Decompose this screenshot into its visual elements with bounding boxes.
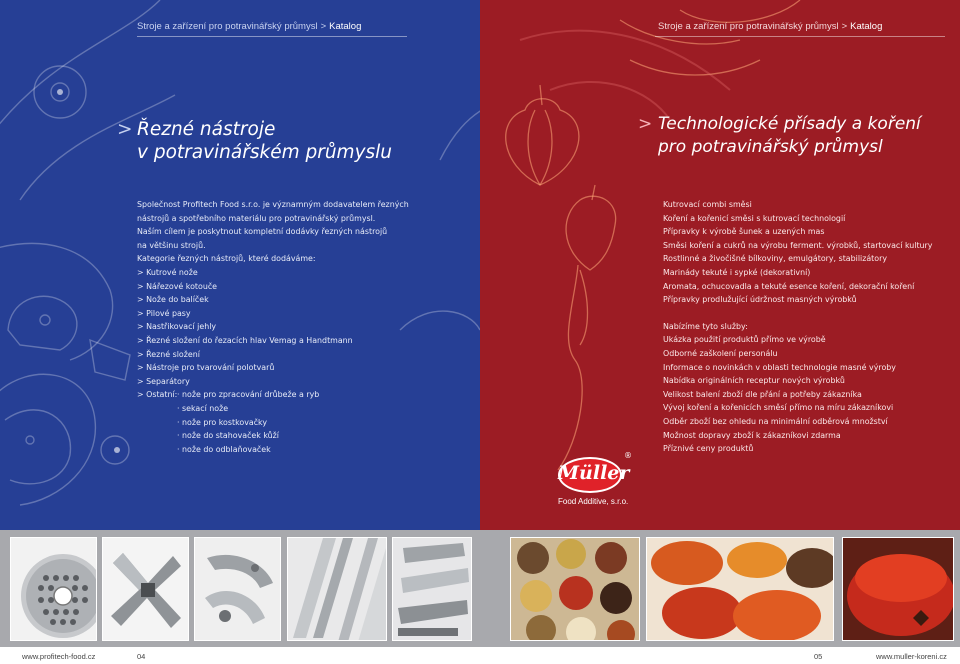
service-item: Vývoj koření a kořenicích směsí přímo na míru zákazníkovi [663, 403, 894, 413]
product-item: Přípravky k výrobě šunek a uzených mas [663, 227, 825, 237]
other-item: · nože pro zpracování drůbeže a ryb [177, 390, 320, 400]
title-arrow-icon: > [117, 119, 133, 140]
breadcrumb [658, 21, 882, 32]
spice-bowls-photo [510, 537, 640, 641]
product-item: Aromata, ochucovadla a tekuté esence koření, dekorační koření [663, 281, 915, 291]
service-item: Odběr zboží bez ohledu na minimální odběrová množství [663, 416, 888, 426]
other-category [137, 388, 417, 456]
header-divider [655, 36, 945, 37]
page-number-left: 04 [137, 652, 146, 661]
spices-photo-strip [480, 530, 960, 647]
product-item: Přípravky prodlužující údržnost masných výrobků [663, 295, 857, 305]
product-item: Marinády tekuté i sypké (dekorativní) [663, 267, 811, 277]
title-line: Technologické přísady a koření [658, 114, 921, 134]
header-divider [137, 36, 407, 37]
title-arrow-icon: > [638, 114, 653, 134]
category-item: > Řezné složení do řezacích hlav Vemag a Handtmann [137, 335, 353, 345]
breadcrumb-item[interactable]: Stroje a zařízení pro potravinářský průmysl [658, 21, 839, 32]
registered-mark: ® [624, 451, 632, 460]
other-label: > Ostatní: [137, 390, 178, 400]
intro-line: na většinu strojů. [137, 240, 206, 250]
service-item: Příznivé ceny produktů [663, 444, 754, 454]
red-spices-photo [646, 537, 834, 641]
page-title [117, 118, 393, 164]
breadcrumb-current[interactable]: Katalog [850, 21, 883, 32]
product-item: Rostlinné a živočišné bílkoviny, emulgátory, stabilizátory [663, 254, 888, 264]
product-item: Kutrovací combi směsi [663, 200, 752, 209]
right-page [480, 0, 960, 530]
footer-left-url[interactable]: www.profitech-food.cz [22, 652, 96, 661]
service-item: Velikost balení zboží dle přání a potřeby zákazníka [663, 389, 862, 399]
intro-line: Naším cílem je poskytnout kompletní dodávky řezných nástrojů [137, 227, 388, 237]
tools-photo-strip [0, 530, 480, 647]
category-item: > Kutrové nože [137, 267, 198, 277]
products-list [663, 198, 953, 456]
service-item: Informace o novinkách v oblasti technologie masné výroby [663, 362, 896, 372]
service-item: Nabídka originálních receptur nových výrobků [663, 376, 845, 386]
category-item: > Nastřikovací jehly [137, 322, 217, 332]
breadcrumb [137, 21, 361, 32]
other-list [177, 388, 319, 456]
category-item: > Nářezové kotouče [137, 281, 218, 291]
footer-right-url[interactable]: www.muller-koreni.cz [876, 652, 947, 661]
title-line: Řezné nástroje [137, 119, 276, 140]
breadcrumb-separator: > [841, 21, 848, 32]
service-item: Možnost dopravy zboží k zákazníkovi zdarma [663, 430, 841, 440]
logo-subtitle: Food Additive, s.r.o. [558, 497, 629, 506]
cross-knife-photo [102, 537, 189, 641]
paprika-photo [842, 537, 954, 641]
other-item: · nože do odblaňovaček [177, 444, 271, 454]
product-item: Směsi koření a cukrů na výrobu ferment. výrobků, startovací kultury [663, 240, 933, 250]
service-item: Odborné zaškolení personálu [663, 348, 778, 358]
intro-text [137, 198, 417, 456]
logo-wordmark: Müller [558, 462, 630, 484]
page-number-right: 05 [814, 652, 823, 661]
category-item: > Separátory [137, 376, 190, 386]
perforated-plate-photo [10, 537, 97, 641]
breadcrumb-item[interactable]: Stroje a zařízení pro potravinářský průmysl [137, 21, 318, 32]
categories-heading: Kategorie řezných nástrojů, které dodáváme: [137, 254, 316, 264]
other-item: · sekací nože [177, 403, 229, 413]
services-heading: Nabízíme tyto služby: [663, 321, 748, 331]
other-item: · nože pro kostkovačky [177, 417, 268, 427]
other-item: · nože do stahovaček kůží [177, 431, 280, 441]
category-item: > Pilové pasy [137, 308, 191, 318]
category-item: > Řezné složení [137, 349, 200, 359]
title-line: v potravinářském průmyslu [137, 142, 393, 163]
title-line: pro potravinářský průmysl [658, 137, 883, 157]
curved-blades-photo [194, 537, 281, 641]
knife-set-photo [392, 537, 472, 641]
breadcrumb-current[interactable]: Katalog [329, 21, 362, 32]
left-page [0, 0, 480, 530]
intro-line: Společnost Profitech Food s.r.o. je významným dodavatelem řezných [137, 200, 409, 209]
service-item: Ukázka použití produktů přímo ve výrobě [663, 335, 826, 345]
category-item: > Nože do balíček [137, 295, 209, 305]
saw-bands-photo [287, 537, 387, 641]
intro-line: nástrojů a spotřebního materiálu pro potravinářský průmysl. [137, 213, 376, 223]
category-item: > Nástroje pro tvarování polotvarů [137, 363, 275, 373]
page-title [638, 113, 921, 159]
breadcrumb-separator: > [320, 21, 327, 32]
product-item: Koření a kořenicí směsi s kutrovací technologií [663, 213, 846, 223]
